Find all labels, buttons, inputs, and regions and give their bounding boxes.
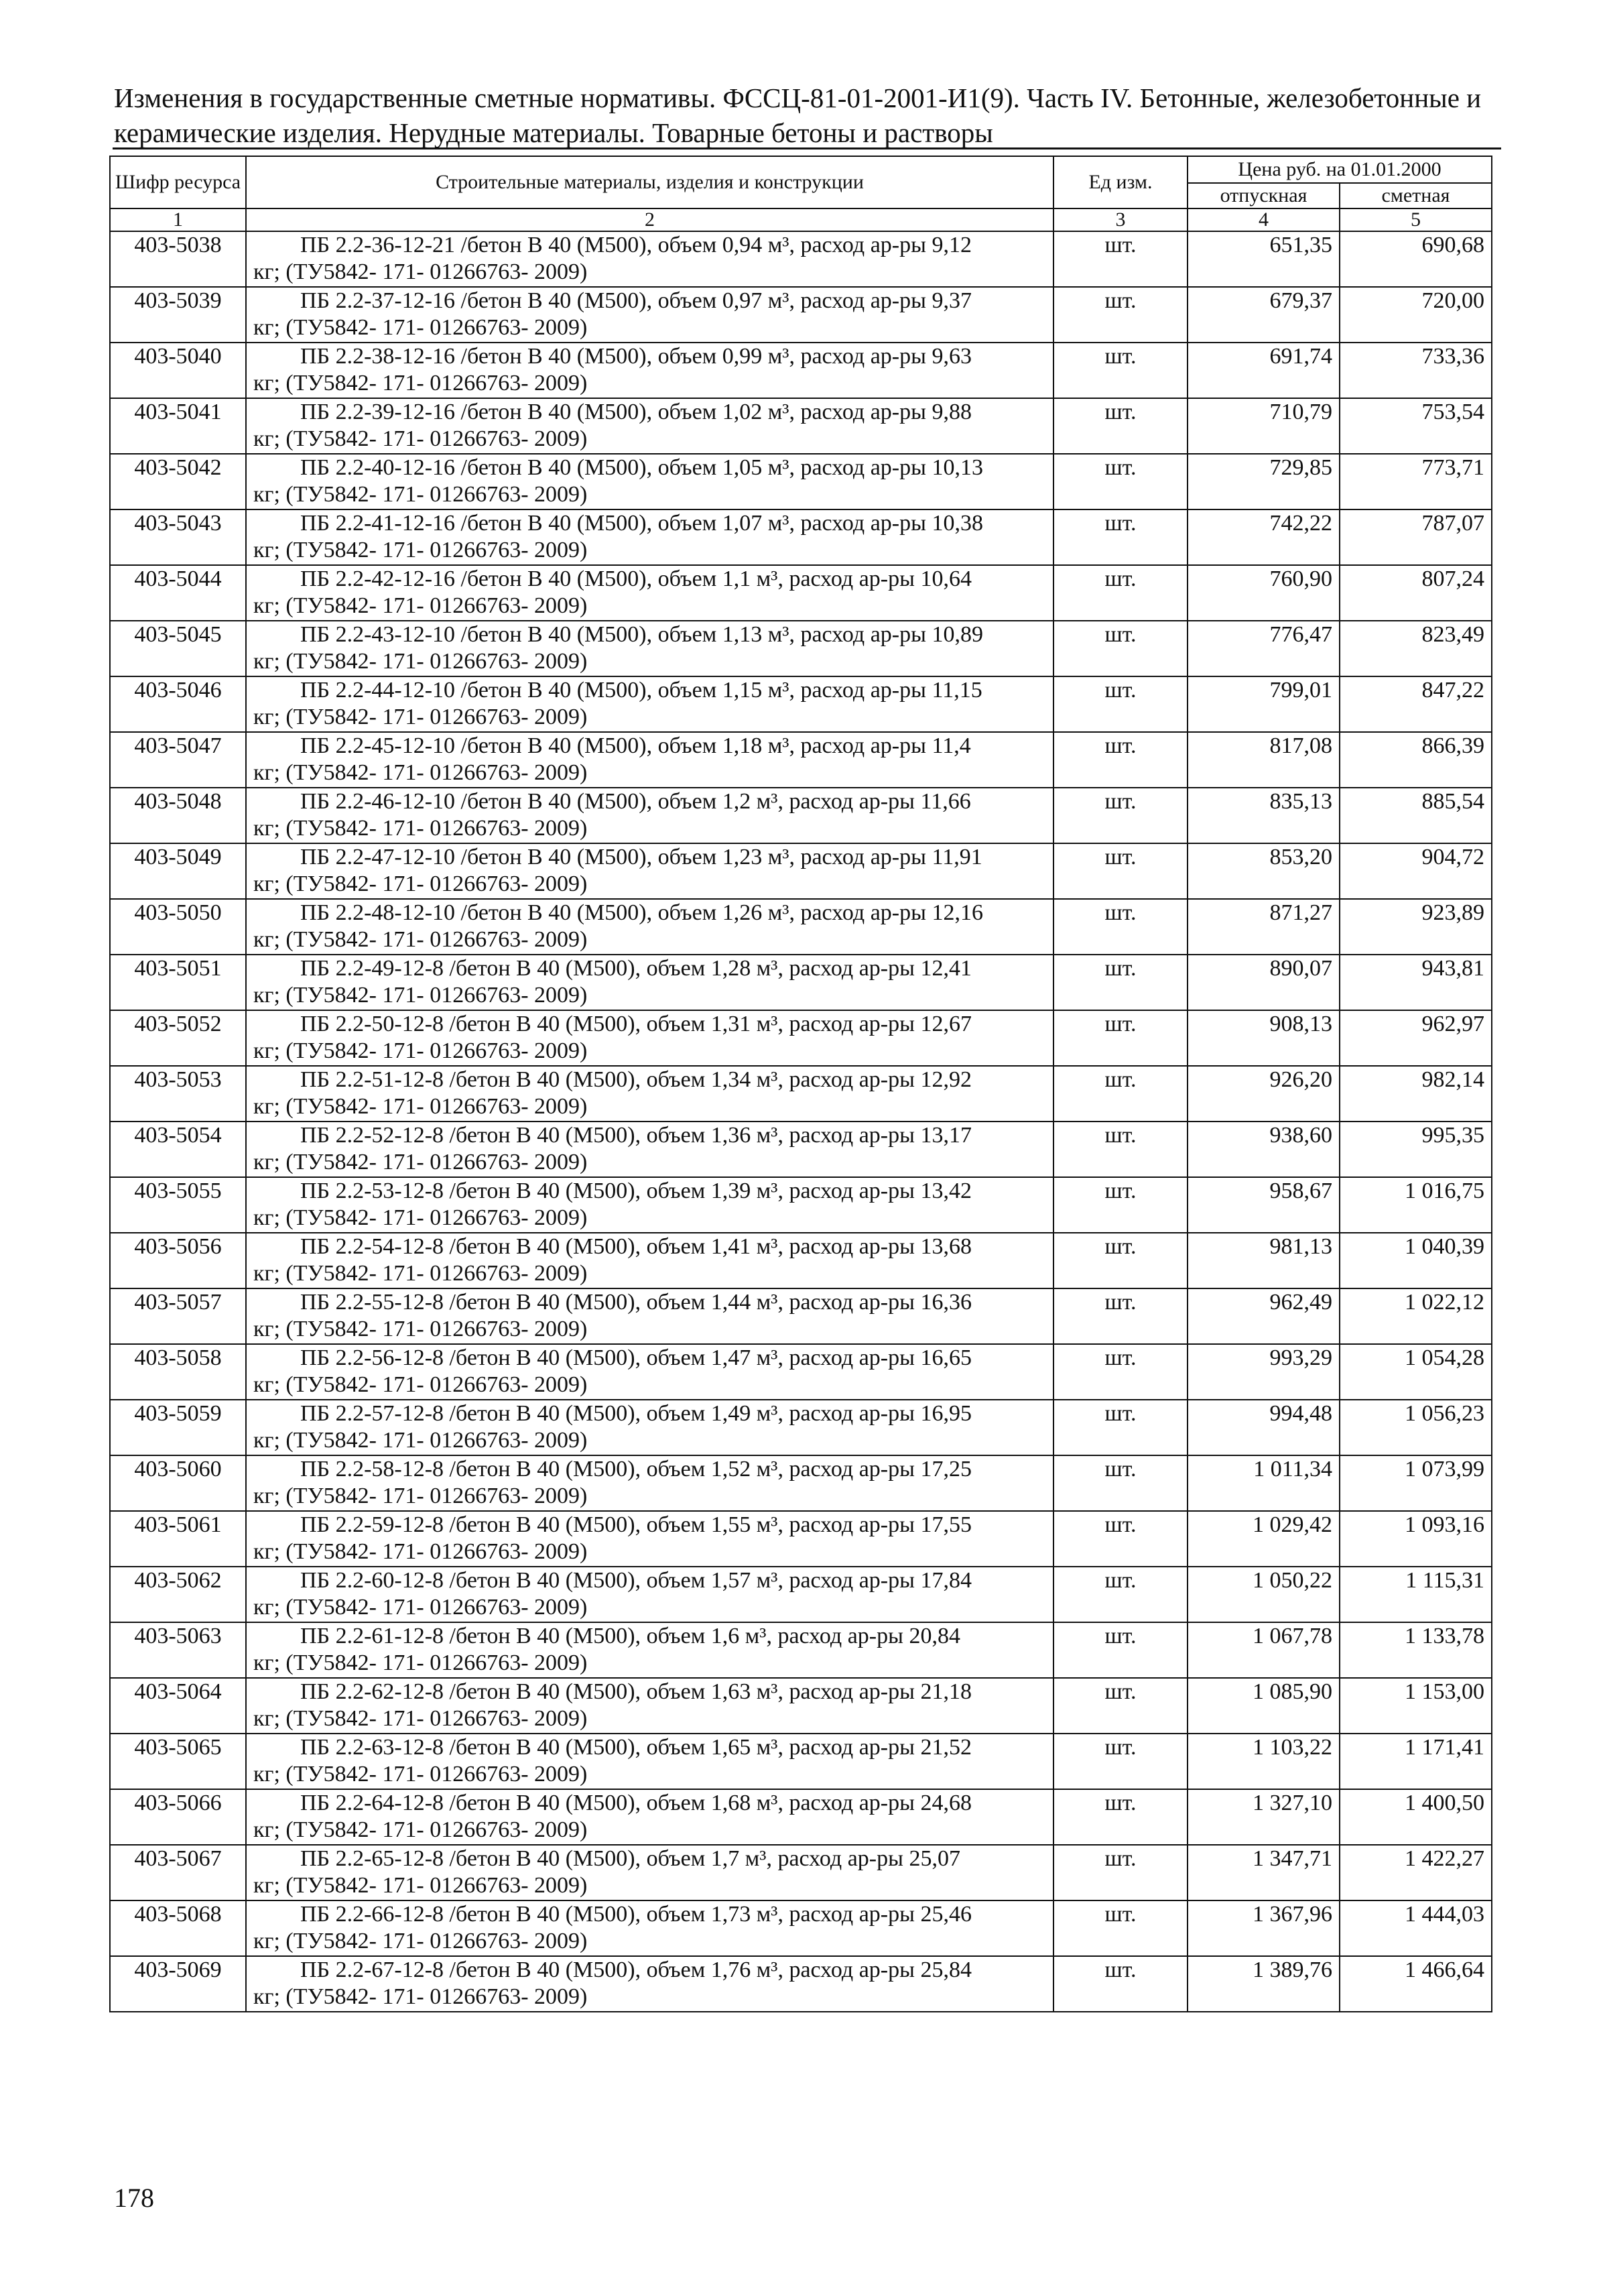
- material-description: [246, 565, 1053, 621]
- material-description: [246, 343, 1053, 398]
- description-line-1: ПБ 2.2-53-12-8 /бетон В 40 (М500), объем 1,39 м³, расход ар-ры 13,42: [300, 1179, 972, 1203]
- release-price: 760,90: [1188, 565, 1340, 621]
- description-line-2: кг; (ТУ5842- 171- 01266763- 2009): [253, 1762, 588, 1787]
- material-description: [246, 1066, 1053, 1122]
- material-description: [246, 1678, 1053, 1734]
- material-description: [246, 788, 1053, 843]
- table-row: [110, 1845, 1492, 1900]
- unit: шт.: [1053, 454, 1188, 509]
- release-price: 1 103,22: [1188, 1734, 1340, 1789]
- unit: шт.: [1053, 1066, 1188, 1122]
- description-line-1: ПБ 2.2-39-12-16 /бетон В 40 (М500), объем 1,02 м³, расход ар-ры 9,88: [300, 400, 972, 424]
- unit: шт.: [1053, 1288, 1188, 1344]
- description-line-2: кг; (ТУ5842- 171- 01266763- 2009): [253, 1038, 588, 1063]
- estimate-price: 690,68: [1340, 231, 1492, 287]
- release-price: 651,35: [1188, 231, 1340, 287]
- resource-code: 403-5047: [110, 732, 246, 788]
- description-line-1: ПБ 2.2-38-12-16 /бетон В 40 (М500), объем 0,99 м³, расход ар-ры 9,63: [300, 344, 972, 369]
- resource-code: 403-5046: [110, 676, 246, 732]
- estimate-price: 1 153,00: [1340, 1678, 1492, 1734]
- description-line-2: кг; (ТУ5842- 171- 01266763- 2009): [253, 1261, 588, 1286]
- table-row: [110, 676, 1492, 732]
- release-price: 1 389,76: [1188, 1956, 1340, 2012]
- unit: шт.: [1053, 1734, 1188, 1789]
- estimate-price: 1 016,75: [1340, 1177, 1492, 1233]
- description-line-1: ПБ 2.2-41-12-16 /бетон В 40 (М500), объем 1,07 м³, расход ар-ры 10,38: [300, 511, 983, 536]
- estimate-price: 1 115,31: [1340, 1567, 1492, 1622]
- description-line-1: ПБ 2.2-65-12-8 /бетон В 40 (М500), объем 1,7 м³, расход ар-ры 25,07: [300, 1846, 960, 1871]
- resource-code: 403-5042: [110, 454, 246, 509]
- resource-code: 403-5052: [110, 1010, 246, 1066]
- description-line-2: кг; (ТУ5842- 171- 01266763- 2009): [253, 705, 588, 729]
- description-line-2: кг; (ТУ5842- 171- 01266763- 2009): [253, 871, 588, 896]
- unit: шт.: [1053, 1177, 1188, 1233]
- release-price: 962,49: [1188, 1288, 1340, 1344]
- resource-code: 403-5053: [110, 1066, 246, 1122]
- description-line-1: ПБ 2.2-62-12-8 /бетон В 40 (М500), объем 1,63 м³, расход ар-ры 21,18: [300, 1679, 972, 1704]
- release-price: 817,08: [1188, 732, 1340, 788]
- release-price: 691,74: [1188, 343, 1340, 398]
- table-row: [110, 1233, 1492, 1288]
- release-price: 853,20: [1188, 843, 1340, 899]
- resource-code: 403-5058: [110, 1344, 246, 1400]
- table-row: [110, 398, 1492, 454]
- table-row: [110, 1956, 1492, 2012]
- table-row: [110, 1400, 1492, 1455]
- table-row: [110, 843, 1492, 899]
- resource-code: 403-5063: [110, 1622, 246, 1678]
- estimate-price: 823,49: [1340, 621, 1492, 676]
- estimate-price: 1 133,78: [1340, 1622, 1492, 1678]
- release-price: 1 029,42: [1188, 1511, 1340, 1567]
- description-line-2: кг; (ТУ5842- 171- 01266763- 2009): [253, 1706, 588, 1731]
- material-description: [246, 1511, 1053, 1567]
- description-line-1: ПБ 2.2-42-12-16 /бетон В 40 (М500), объем 1,1 м³, расход ар-ры 10,64: [300, 566, 972, 591]
- release-price: 729,85: [1188, 454, 1340, 509]
- description-line-2: кг; (ТУ5842- 171- 01266763- 2009): [253, 1317, 588, 1341]
- unit: шт.: [1053, 1622, 1188, 1678]
- description-line-2: кг; (ТУ5842- 171- 01266763- 2009): [253, 371, 588, 396]
- estimate-price: 1 422,27: [1340, 1845, 1492, 1900]
- table-row: [110, 1010, 1492, 1066]
- unit: шт.: [1053, 1511, 1188, 1567]
- resource-code: 403-5041: [110, 398, 246, 454]
- material-description: [246, 843, 1053, 899]
- table-row: [110, 1455, 1492, 1511]
- column-number-1: 1: [110, 208, 246, 231]
- table-row: [110, 955, 1492, 1010]
- table-row: [110, 899, 1492, 955]
- release-price: 1 327,10: [1188, 1789, 1340, 1845]
- release-price: 1 367,96: [1188, 1900, 1340, 1956]
- description-line-2: кг; (ТУ5842- 171- 01266763- 2009): [253, 1873, 588, 1898]
- description-line-1: ПБ 2.2-52-12-8 /бетон В 40 (М500), объем 1,36 м³, расход ар-ры 13,17: [300, 1123, 972, 1148]
- unit: шт.: [1053, 1233, 1188, 1288]
- description-line-1: ПБ 2.2-55-12-8 /бетон В 40 (М500), объем 1,44 м³, расход ар-ры 16,36: [300, 1290, 972, 1315]
- unit: шт.: [1053, 899, 1188, 955]
- resource-code: 403-5051: [110, 955, 246, 1010]
- estimate-price: 962,97: [1340, 1010, 1492, 1066]
- estimate-price: 733,36: [1340, 343, 1492, 398]
- price-table: [109, 156, 1492, 2012]
- resource-code: 403-5038: [110, 231, 246, 287]
- unit: шт.: [1053, 565, 1188, 621]
- material-description: [246, 1789, 1053, 1845]
- table-row: [110, 1288, 1492, 1344]
- material-description: [246, 1400, 1053, 1455]
- description-line-2: кг; (ТУ5842- 171- 01266763- 2009): [253, 593, 588, 618]
- table-row: [110, 1066, 1492, 1122]
- release-price: 994,48: [1188, 1400, 1340, 1455]
- description-line-1: ПБ 2.2-36-12-21 /бетон В 40 (М500), объем 0,94 м³, расход ар-ры 9,12: [300, 233, 972, 257]
- table-row: [110, 1511, 1492, 1567]
- estimate-price: 1 444,03: [1340, 1900, 1492, 1956]
- material-description: [246, 398, 1053, 454]
- description-line-2: кг; (ТУ5842- 171- 01266763- 2009): [253, 760, 588, 785]
- table-row: [110, 454, 1492, 509]
- description-line-2: кг; (ТУ5842- 171- 01266763- 2009): [253, 482, 588, 507]
- unit: шт.: [1053, 732, 1188, 788]
- description-line-1: ПБ 2.2-40-12-16 /бетон В 40 (М500), объем 1,05 м³, расход ар-ры 10,13: [300, 455, 983, 480]
- table-row: [110, 1122, 1492, 1177]
- material-description: [246, 1900, 1053, 1956]
- description-line-1: ПБ 2.2-44-12-10 /бетон В 40 (М500), объем 1,15 м³, расход ар-ры 11,15: [300, 678, 982, 703]
- description-line-2: кг; (ТУ5842- 171- 01266763- 2009): [253, 1094, 588, 1119]
- description-line-1: ПБ 2.2-37-12-16 /бетон В 40 (М500), объем 0,97 м³, расход ар-ры 9,37: [300, 288, 972, 313]
- unit: шт.: [1053, 843, 1188, 899]
- table-row: [110, 732, 1492, 788]
- table-row: [110, 1900, 1492, 1956]
- column-number-2: 2: [246, 208, 1053, 231]
- description-line-2: кг; (ТУ5842- 171- 01266763- 2009): [253, 1484, 588, 1508]
- table-row: [110, 1622, 1492, 1678]
- material-description: [246, 231, 1053, 287]
- description-line-2: кг; (ТУ5842- 171- 01266763- 2009): [253, 315, 588, 340]
- release-price: 799,01: [1188, 676, 1340, 732]
- material-description: [246, 1233, 1053, 1288]
- resource-code: 403-5059: [110, 1400, 246, 1455]
- table-row: [110, 565, 1492, 621]
- table-row: [110, 1177, 1492, 1233]
- resource-code: 403-5066: [110, 1789, 246, 1845]
- material-description: [246, 621, 1053, 676]
- description-line-2: кг; (ТУ5842- 171- 01266763- 2009): [253, 538, 588, 562]
- table-row: [110, 1789, 1492, 1845]
- unit: шт.: [1053, 1900, 1188, 1956]
- release-price: 981,13: [1188, 1233, 1340, 1288]
- release-price: 1 347,71: [1188, 1845, 1340, 1900]
- description-line-2: кг; (ТУ5842- 171- 01266763- 2009): [253, 259, 588, 284]
- material-description: [246, 509, 1053, 565]
- description-line-2: кг; (ТУ5842- 171- 01266763- 2009): [253, 1817, 588, 1842]
- description-line-2: кг; (ТУ5842- 171- 01266763- 2009): [253, 426, 588, 451]
- resource-code: 403-5055: [110, 1177, 246, 1233]
- resource-code: 403-5057: [110, 1288, 246, 1344]
- description-line-2: кг; (ТУ5842- 171- 01266763- 2009): [253, 927, 588, 952]
- release-price: 1 050,22: [1188, 1567, 1340, 1622]
- material-description: [246, 732, 1053, 788]
- resource-code: 403-5049: [110, 843, 246, 899]
- release-price: 776,47: [1188, 621, 1340, 676]
- estimate-price: 995,35: [1340, 1122, 1492, 1177]
- table-row: [110, 287, 1492, 343]
- column-header-unit: Ед изм.: [1053, 156, 1188, 208]
- release-price: 993,29: [1188, 1344, 1340, 1400]
- table-row: [110, 621, 1492, 676]
- table-row: [110, 1678, 1492, 1734]
- estimate-price: 866,39: [1340, 732, 1492, 788]
- unit: шт.: [1053, 1400, 1188, 1455]
- unit: шт.: [1053, 1010, 1188, 1066]
- description-line-1: ПБ 2.2-64-12-8 /бетон В 40 (М500), объем 1,68 м³, расход ар-ры 24,68: [300, 1791, 972, 1815]
- estimate-price: 1 466,64: [1340, 1956, 1492, 2012]
- description-line-1: ПБ 2.2-50-12-8 /бетон В 40 (М500), объем 1,31 м³, расход ар-ры 12,67: [300, 1012, 972, 1036]
- estimate-price: 1 022,12: [1340, 1288, 1492, 1344]
- material-description: [246, 1010, 1053, 1066]
- description-line-1: ПБ 2.2-59-12-8 /бетон В 40 (М500), объем 1,55 м³, расход ар-ры 17,55: [300, 1512, 972, 1537]
- release-price: 958,67: [1188, 1177, 1340, 1233]
- unit: шт.: [1053, 621, 1188, 676]
- description-line-1: ПБ 2.2-48-12-10 /бетон В 40 (М500), объем 1,26 м³, расход ар-ры 12,16: [300, 900, 983, 925]
- estimate-price: 885,54: [1340, 788, 1492, 843]
- document-header: [114, 80, 1508, 150]
- material-description: [246, 1734, 1053, 1789]
- description-line-2: кг; (ТУ5842- 171- 01266763- 2009): [253, 1929, 588, 1953]
- unit: шт.: [1053, 509, 1188, 565]
- header-line-2: керамические изделия. Нерудные материалы. Товарные бетоны и растворы: [114, 117, 993, 148]
- column-header-description: Строительные материалы, изделия и конструкции: [246, 156, 1053, 208]
- header-divider: [113, 147, 1501, 149]
- material-description: [246, 676, 1053, 732]
- table-row: [110, 788, 1492, 843]
- resource-code: 403-5056: [110, 1233, 246, 1288]
- release-price: 1 011,34: [1188, 1455, 1340, 1511]
- unit: шт.: [1053, 1455, 1188, 1511]
- description-line-2: кг; (ТУ5842- 171- 01266763- 2009): [253, 816, 588, 841]
- description-line-1: ПБ 2.2-47-12-10 /бетон В 40 (М500), объем 1,23 м³, расход ар-ры 11,91: [300, 845, 982, 869]
- material-description: [246, 1567, 1053, 1622]
- table-row: [110, 1344, 1492, 1400]
- unit: шт.: [1053, 398, 1188, 454]
- unit: шт.: [1053, 1789, 1188, 1845]
- unit: шт.: [1053, 1845, 1188, 1900]
- resource-code: 403-5039: [110, 287, 246, 343]
- estimate-price: 943,81: [1340, 955, 1492, 1010]
- description-line-1: ПБ 2.2-51-12-8 /бетон В 40 (М500), объем 1,34 м³, расход ар-ры 12,92: [300, 1067, 972, 1092]
- estimate-price: 1 054,28: [1340, 1344, 1492, 1400]
- resource-code: 403-5061: [110, 1511, 246, 1567]
- description-line-1: ПБ 2.2-63-12-8 /бетон В 40 (М500), объем 1,65 м³, расход ар-ры 21,52: [300, 1735, 972, 1760]
- release-price: 1 085,90: [1188, 1678, 1340, 1734]
- resource-code: 403-5062: [110, 1567, 246, 1622]
- release-price: 938,60: [1188, 1122, 1340, 1177]
- description-line-1: ПБ 2.2-57-12-8 /бетон В 40 (М500), объем 1,49 м³, расход ар-ры 16,95: [300, 1401, 972, 1426]
- description-line-2: кг; (ТУ5842- 171- 01266763- 2009): [253, 1428, 588, 1453]
- release-price: 908,13: [1188, 1010, 1340, 1066]
- description-line-1: ПБ 2.2-54-12-8 /бетон В 40 (М500), объем 1,41 м³, расход ар-ры 13,68: [300, 1234, 972, 1259]
- material-description: [246, 1455, 1053, 1511]
- resource-code: 403-5068: [110, 1900, 246, 1956]
- material-description: [246, 1956, 1053, 2012]
- description-line-1: ПБ 2.2-56-12-8 /бетон В 40 (М500), объем 1,47 м³, расход ар-ры 16,65: [300, 1345, 972, 1370]
- table-row: [110, 1567, 1492, 1622]
- release-price: 679,37: [1188, 287, 1340, 343]
- release-price: 710,79: [1188, 398, 1340, 454]
- material-description: [246, 899, 1053, 955]
- resource-code: 403-5045: [110, 621, 246, 676]
- estimate-price: 1 040,39: [1340, 1233, 1492, 1288]
- estimate-price: 1 171,41: [1340, 1734, 1492, 1789]
- material-description: [246, 955, 1053, 1010]
- unit: шт.: [1053, 1122, 1188, 1177]
- resource-code: 403-5048: [110, 788, 246, 843]
- resource-code: 403-5065: [110, 1734, 246, 1789]
- release-price: 1 067,78: [1188, 1622, 1340, 1678]
- column-header-estimate-price: сметная: [1340, 183, 1492, 208]
- estimate-price: 720,00: [1340, 287, 1492, 343]
- estimate-price: 847,22: [1340, 676, 1492, 732]
- estimate-price: 982,14: [1340, 1066, 1492, 1122]
- material-description: [246, 1344, 1053, 1400]
- release-price: 871,27: [1188, 899, 1340, 955]
- unit: шт.: [1053, 1678, 1188, 1734]
- column-number-5: 5: [1340, 208, 1492, 231]
- estimate-price: 923,89: [1340, 899, 1492, 955]
- estimate-price: 904,72: [1340, 843, 1492, 899]
- estimate-price: 1 400,50: [1340, 1789, 1492, 1845]
- estimate-price: 773,71: [1340, 454, 1492, 509]
- release-price: 835,13: [1188, 788, 1340, 843]
- resource-code: 403-5067: [110, 1845, 246, 1900]
- header-line-1: Изменения в государственные сметные нормативы. ФССЦ-81-01-2001-И1(9). Часть IV. Бетонные, железобетонные и: [114, 82, 1482, 113]
- estimate-price: 753,54: [1340, 398, 1492, 454]
- description-line-1: ПБ 2.2-66-12-8 /бетон В 40 (М500), объем 1,73 м³, расход ар-ры 25,46: [300, 1902, 972, 1927]
- material-description: [246, 1177, 1053, 1233]
- description-line-1: ПБ 2.2-46-12-10 /бетон В 40 (М500), объем 1,2 м³, расход ар-ры 11,66: [300, 789, 971, 814]
- description-line-2: кг; (ТУ5842- 171- 01266763- 2009): [253, 1595, 588, 1620]
- resource-code: 403-5069: [110, 1956, 246, 2012]
- table-row: [110, 1734, 1492, 1789]
- unit: шт.: [1053, 343, 1188, 398]
- column-header-code: Шифр ресурса: [110, 156, 246, 208]
- resource-code: 403-5054: [110, 1122, 246, 1177]
- resource-code: 403-5040: [110, 343, 246, 398]
- description-line-2: кг; (ТУ5842- 171- 01266763- 2009): [253, 1372, 588, 1397]
- resource-code: 403-5050: [110, 899, 246, 955]
- column-number-4: 4: [1188, 208, 1340, 231]
- description-line-1: ПБ 2.2-67-12-8 /бетон В 40 (М500), объем 1,76 м³, расход ар-ры 25,84: [300, 1957, 972, 1982]
- resource-code: 403-5064: [110, 1678, 246, 1734]
- estimate-price: 807,24: [1340, 565, 1492, 621]
- description-line-1: ПБ 2.2-49-12-8 /бетон В 40 (М500), объем 1,28 м³, расход ар-ры 12,41: [300, 956, 972, 981]
- release-price: 890,07: [1188, 955, 1340, 1010]
- release-price: 926,20: [1188, 1066, 1340, 1122]
- material-description: [246, 1288, 1053, 1344]
- unit: шт.: [1053, 231, 1188, 287]
- material-description: [246, 1845, 1053, 1900]
- estimate-price: 1 056,23: [1340, 1400, 1492, 1455]
- unit: шт.: [1053, 788, 1188, 843]
- description-line-2: кг; (ТУ5842- 171- 01266763- 2009): [253, 1650, 588, 1675]
- table-row: [110, 509, 1492, 565]
- description-line-2: кг; (ТУ5842- 171- 01266763- 2009): [253, 1205, 588, 1230]
- description-line-2: кг; (ТУ5842- 171- 01266763- 2009): [253, 1539, 588, 1564]
- unit: шт.: [1053, 1567, 1188, 1622]
- material-description: [246, 1622, 1053, 1678]
- description-line-1: ПБ 2.2-43-12-10 /бетон В 40 (М500), объем 1,13 м³, расход ар-ры 10,89: [300, 622, 983, 647]
- material-description: [246, 454, 1053, 509]
- unit: шт.: [1053, 1344, 1188, 1400]
- release-price: 742,22: [1188, 509, 1340, 565]
- unit: шт.: [1053, 287, 1188, 343]
- unit: шт.: [1053, 676, 1188, 732]
- table-row: [110, 343, 1492, 398]
- table-row: [110, 231, 1492, 287]
- unit: шт.: [1053, 1956, 1188, 2012]
- description-line-2: кг; (ТУ5842- 171- 01266763- 2009): [253, 983, 588, 1008]
- description-line-1: ПБ 2.2-61-12-8 /бетон В 40 (М500), объем 1,6 м³, расход ар-ры 20,84: [300, 1624, 960, 1648]
- column-header-price: Цена руб. на 01.01.2000: [1188, 156, 1492, 183]
- resource-code: 403-5044: [110, 565, 246, 621]
- estimate-price: 1 073,99: [1340, 1455, 1492, 1511]
- page-number: 178: [114, 2183, 154, 2213]
- description-line-1: ПБ 2.2-45-12-10 /бетон В 40 (М500), объем 1,18 м³, расход ар-ры 11,4: [300, 733, 971, 758]
- unit: шт.: [1053, 955, 1188, 1010]
- description-line-2: кг; (ТУ5842- 171- 01266763- 2009): [253, 1150, 588, 1174]
- material-description: [246, 1122, 1053, 1177]
- description-line-1: ПБ 2.2-58-12-8 /бетон В 40 (М500), объем 1,52 м³, расход ар-ры 17,25: [300, 1457, 972, 1482]
- material-description: [246, 287, 1053, 343]
- column-header-release-price: отпускная: [1188, 183, 1340, 208]
- resource-code: 403-5043: [110, 509, 246, 565]
- estimate-price: 787,07: [1340, 509, 1492, 565]
- estimate-price: 1 093,16: [1340, 1511, 1492, 1567]
- column-number-3: 3: [1053, 208, 1188, 231]
- resource-code: 403-5060: [110, 1455, 246, 1511]
- description-line-2: кг; (ТУ5842- 171- 01266763- 2009): [253, 1984, 588, 2009]
- description-line-2: кг; (ТУ5842- 171- 01266763- 2009): [253, 649, 588, 674]
- description-line-1: ПБ 2.2-60-12-8 /бетон В 40 (М500), объем 1,57 м³, расход ар-ры 17,84: [300, 1568, 972, 1593]
